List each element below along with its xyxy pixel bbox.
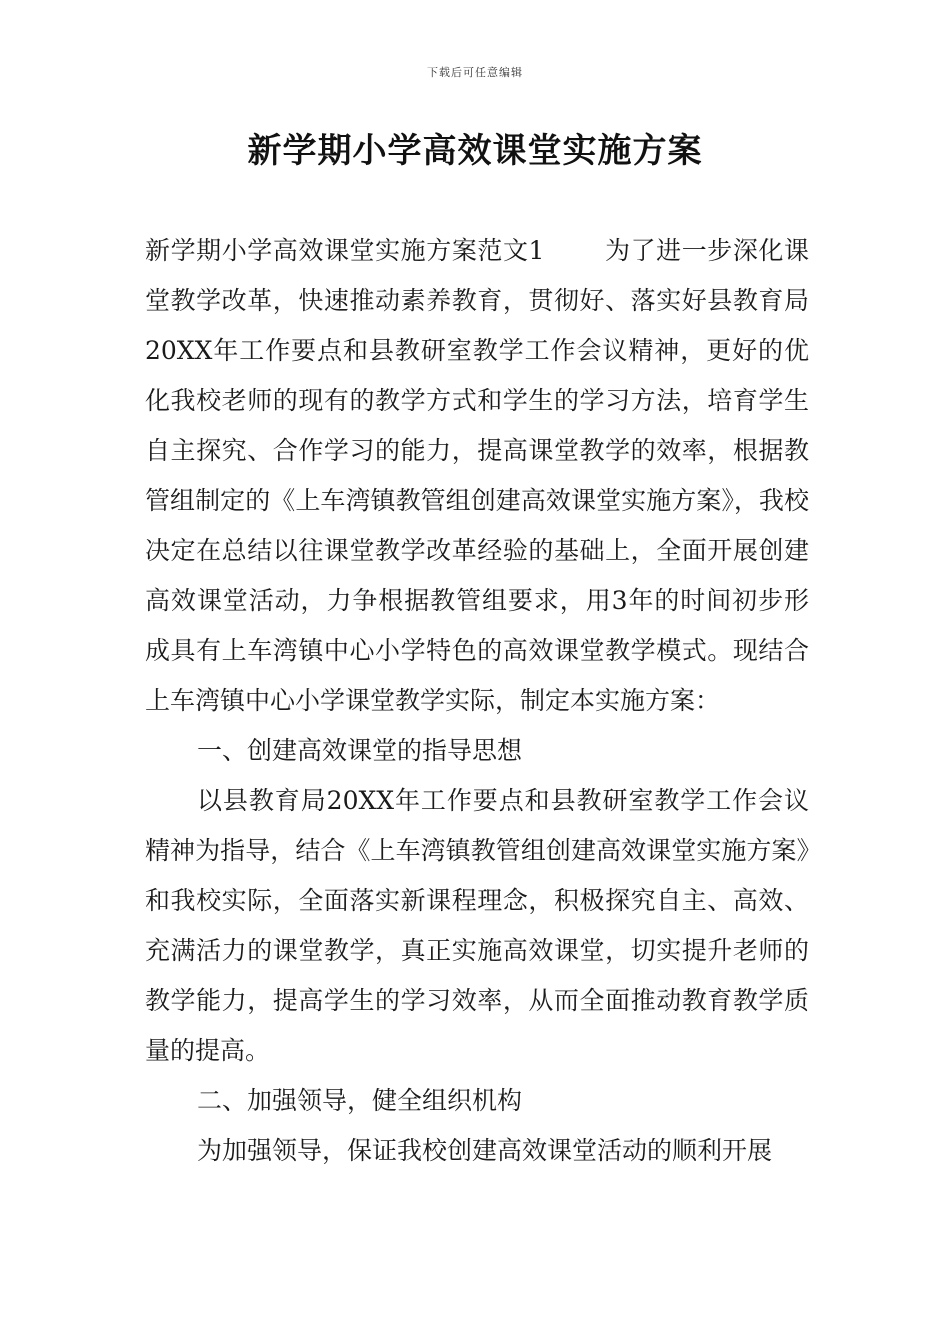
section1-paragraph: 以县教育局20XX年工作要点和县教研室教学工作会议精神为指导，结合《上车湾镇教管组创建高效课堂实施方案》和我校实际，全面落实新课程理念，积极探究自主、高效、充满活力的课堂教学，真正实施高效课堂，切实提升老师的教学能力，提高学生的学习效率，从而全面推动教育教学质量的提高。 xyxy=(145,786,809,1065)
intro-text: 为了进一步深化课堂教学改革，快速推动素养教育，贯彻好、落实好县教育局20XX年工作要点和县教研室教学工作会议精神，更好的优化我校老师的现有的教学方式和学生的学习方法，培育学生自主探究、合作学习的能力，提高课堂教学的效率，根据教管组制定的《上车湾镇教管组创建高效课堂实施方案》，我校决定在总结以往课堂教学改革经验的基础上，全面开展创建高效课堂活动，力争根据教管组要求，用3年的时间初步形成具有上车湾镇中心小学特色的高效课堂教学模式。现结合上车湾镇中心小学课堂教学实际，制定本实施方案： xyxy=(145,236,809,715)
document-body xyxy=(145,226,809,1176)
page-header-note: 下载后可任意编辑 xyxy=(427,66,523,79)
document-title: 新学期小学高效课堂实施方案 xyxy=(247,131,703,171)
section2-paragraph: 为加强领导，保证我校创建高效课堂活动的顺利开展 xyxy=(197,1136,773,1165)
intro-paragraph xyxy=(145,226,809,726)
section1-heading: 一、创建高效课堂的指导思想 xyxy=(197,736,523,765)
section2-heading: 二、加强领导，健全组织机构 xyxy=(197,1086,523,1115)
intro-label: 新学期小学高效课堂实施方案范文1 xyxy=(145,236,545,265)
